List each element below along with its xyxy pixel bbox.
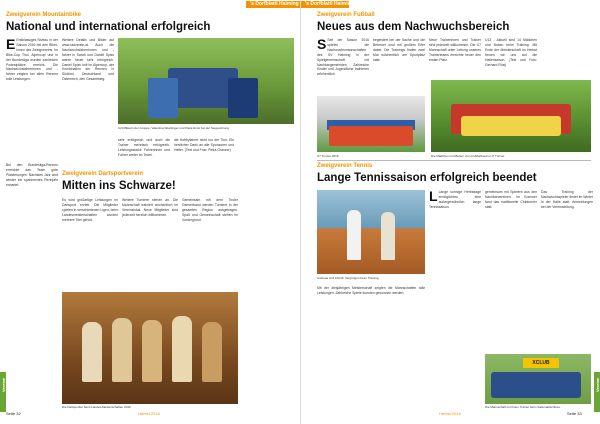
article-column: die Hobbyfahrer nicht nur der Tour. Ein herzlicher Dank an alle Sponsoren und Helfer. (Text und Foto: Petra Granzer) bbox=[174, 138, 234, 152]
tennis-team-photo bbox=[485, 354, 591, 404]
article-title: Neues aus dem Nachwuchsbereich bbox=[317, 21, 510, 33]
article-column: Es wird großartige Leistungen im Dartsport erzielt. Die Mitglieder spielen in verschiedenen Ligen, beim Landesmeisterschaften wurden mehrere Titel geholt. bbox=[62, 198, 118, 222]
magazine-title: 's Dorfblattl Haiming bbox=[305, 1, 354, 7]
article-column: Gemeinsam mit dem Tiroler Dartverband werden Turniere in der gesamten Region ausgetragen. Spaß und Gemeinschaft stehen im Vordergrund. bbox=[182, 198, 238, 222]
section-tab: Vereine bbox=[0, 372, 6, 412]
article-column: begeistert bei der Sache und die Betreuer sind mit großem Eifer dabei. Die Trainings finden zwei Mal wöchentlich am Sportplatz statt. bbox=[373, 38, 425, 62]
article-column: Mit der diesjährigen Meisterschaft zeigten die Mannschaften tolle Leistungen. Zahlreiche Spiele konnten gewonnen werden. bbox=[317, 286, 425, 295]
article-column: S Seit der Saison 2016 spielen die Nachwuchsmannschaften des SV Haiming in der Spielgemeinschaft mit Nachbargemeinden. Zahlreiche Kinder und Jugendliche trainieren wöchentlich. bbox=[317, 38, 369, 77]
article-title: National und international erfolgreich bbox=[6, 21, 211, 33]
article-column: sehr erfolgreich und auch die Trainer mehrfach erfolgreich. Leistungsstarke Fahrerinnen und Fahrer weiter im Team. bbox=[118, 138, 170, 157]
article-title: Mitten ins Schwarze! bbox=[62, 180, 176, 192]
article-column: Das Training der Nachwuchsspieler findet im Winter in der Halle statt. Anmeldungen bei der Vereinsleitung. bbox=[541, 190, 593, 209]
article-column: U13 - Aktuell sind 14 Mädchen und Buben beim Training. Mit Ende der Meisterschaft im Herbst freuen wir uns auf die Hallensaison. (Text und Foto: Gerhard Rösl) bbox=[485, 38, 537, 67]
section-label: Zweigverein Fußball bbox=[317, 12, 375, 18]
section-label: Zweigverein Dartsportverein bbox=[62, 171, 144, 177]
xclub-logo: XCLUB bbox=[523, 358, 559, 368]
article-column: Neue Trainerinnen und Trainer sind jederzeit willkommen. Die U7 Mannschaft unter Leitung unseres Trainerteams erreichte heuer den ersten Platz. bbox=[429, 38, 481, 62]
right-page bbox=[300, 0, 600, 424]
photo-caption: Die Dartsportler beim Landes-Meisterschaften 2016 bbox=[62, 405, 131, 409]
bikers-photo bbox=[118, 38, 294, 124]
magazine-title: 's Dorfblattl Haiming bbox=[250, 1, 299, 7]
article-column: gemeinsam mit Spielern aus den Nachbarvereinen. Im Sommer fand das traditionelle Clubturnier statt. bbox=[485, 190, 537, 209]
page-number: Seite 33 bbox=[567, 411, 582, 416]
photo-caption: Die Mädchen und Buben vom Fußballverein U7 Turnier. bbox=[431, 154, 506, 158]
article-column: Weitere Turniere stehen an. Die Mannschaft trainiert wöchentlich im Vereinslokal. Neue Mitglieder sind jederzeit herzlich willkommen. bbox=[122, 198, 178, 217]
section-tab: Vereine bbox=[594, 372, 600, 412]
article-title: Lange Tennissaison erfolgreich beendet bbox=[317, 172, 537, 184]
photo-caption: U23-Bikerin der Gruppe, Valentina Weinlinger und Klara Ernst bei der Siegerehrung. bbox=[118, 126, 230, 130]
football-team-photo bbox=[317, 96, 425, 152]
photo-caption: Andreas und Christl: Vergnügen beim Training. bbox=[317, 276, 380, 280]
photo-caption: Die Mannschaft mit ihrem Trainer beim Saisonabschluss. bbox=[485, 405, 561, 409]
article-column: Bei den Bundesliga-Rennen erreichte das Team gute Platzierungen. Nächstes Jahr wird wieder ein spannendes Rennjahr erwartet. bbox=[6, 163, 58, 187]
divider bbox=[317, 160, 591, 161]
issue-label: Herbst 2016 bbox=[439, 411, 461, 416]
football-kids-photo bbox=[431, 80, 591, 152]
page-number: Seite 32 bbox=[6, 411, 21, 416]
article-column: Weitere Details und Bilder auf www.radverein.at. Auch die Nachwuchsfahrerinnen und -fahrer in Sarah und Daniel Spiss waren heuer sehr erfolgreich. Daniel Spiss holt im Alpencup, der Kombination der Rennen in Südtirol, Deutschland und Österreich, den Gesamtsieg. bbox=[62, 38, 114, 82]
dart-team-photo bbox=[62, 292, 238, 404]
issue-label: Herbst 2016 bbox=[138, 411, 160, 416]
section-label: Zweigverein Mountainbike bbox=[6, 12, 82, 18]
tennis-players-photo bbox=[317, 190, 425, 274]
photo-caption: U7 Turnier 2016 bbox=[317, 154, 339, 158]
section-label: Zweigverein Tennis bbox=[317, 163, 373, 169]
article-column: L Lange sonnige Herbsttage ermöglichten eine außergewöhnlich lange Tennissaison. bbox=[429, 190, 481, 209]
article-column: E Erstklassiges Niveau in der Saison 2016 bei den Biker-innen des Zweigvereins. Im Bike-Cup Tirol, Alpencup und in der Bundesliga wurden zahlreiche Podestplätze erreicht. Die Nachwuchsfahrerinnen und -fahrer zeigten bei allen Rennen tolle Leistungen. bbox=[6, 38, 58, 82]
